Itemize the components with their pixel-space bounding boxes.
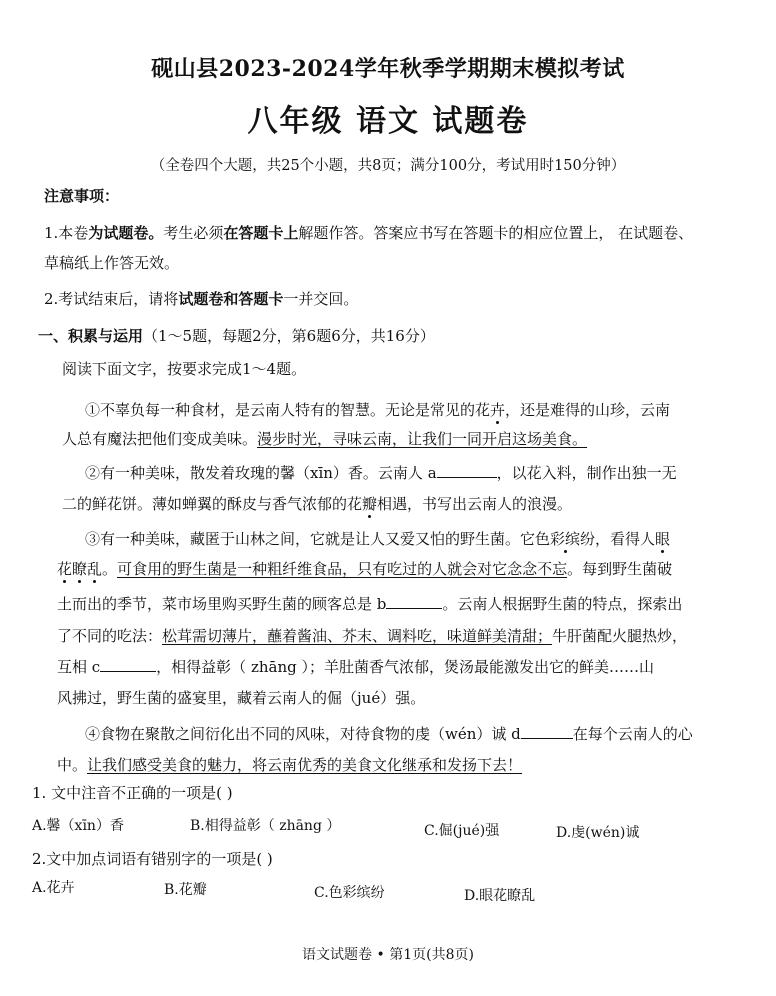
section-heading: 一、积累与运用（1～5题，每题2分，第6题6分，共16分）: [38, 327, 435, 345]
q1-option-c[interactable]: C.倔(jué)强: [424, 823, 500, 839]
notice-heading: 注意事项：: [44, 187, 120, 205]
passage-p3-line1: ③有一种美味，藏匿于山林之间，它就是让人又爱又怕的野生菌。它色彩缤纷，看得人眼: [85, 530, 671, 548]
blank-c: [100, 657, 156, 672]
passage-p3-line3: 土而出的季节，菜市场里购买野生菌的顾客总是 b 。云南人根据野生菌的特点，探索出: [57, 595, 683, 613]
passage-p4-line1: ④食物在聚散之间衍化出不同的风味，对待食物的虔（wén）诚 d 在每个云南人的心: [85, 725, 693, 743]
notice-item-1-line2: 草稿纸上作答无效。: [44, 254, 180, 272]
q1-option-d[interactable]: D.虔(wén)诚: [556, 825, 640, 841]
q2-option-a[interactable]: A.花卉: [32, 880, 75, 896]
blank-b: [386, 594, 442, 609]
passage-p2-line1: ②有一种美味，散发着玫瑰的馨（xīn）香。云南人 a ，以花入料，制作出独一无: [85, 464, 677, 482]
reading-intro: 阅读下面文字，按要求完成1～4题。: [62, 360, 307, 378]
exam-note: （全卷四个大题，共25个小题，共8页；满分100分，考试用时150分钟）: [150, 158, 626, 174]
question-1: 1. 文中注音不正确的一项是( ): [32, 784, 233, 802]
blank-a: [437, 463, 497, 478]
passage-p1-line2: 人总有魔法把他们变成美味。漫步时光，寻味云南，让我们一同开启这场美食。: [62, 430, 588, 448]
q1-option-a[interactable]: A.馨（xīn）香: [32, 818, 124, 834]
passage-p3-line6: 风拂过，野生菌的盛宴里，藏着云南人的倔（jué）强。: [57, 689, 426, 707]
exam-subtitle: 八年级 语文 试题卷: [247, 104, 529, 139]
q2-option-c[interactable]: C.色彩缤纷: [314, 885, 385, 901]
passage-p3-line5: 互相 c ，相得益彰（ zhāng ）；羊肚菌香气浓郁，煲汤最能激发出它的鲜美……山: [57, 658, 654, 676]
passage-p3-line2: 花瞭乱。可食用的野生菌是一种粗纤维食品，只有吃过的人就会对它念念不忘。每到野生菌破: [57, 560, 673, 578]
q2-option-d[interactable]: D.眼花瞭乱: [464, 888, 536, 904]
notice-item-2: 2.考试结束后，请将试题卷和答题卡一并交回。: [44, 290, 359, 308]
passage-p3-line4: 了不同的吃法：松茸需切薄片，蘸着酱油、芥末、调料吃，味道鲜美清甜；牛肝菌配火腿热炒，: [57, 627, 688, 645]
page-footer: 语文试题卷 • 第1页(共8页): [302, 947, 474, 963]
blank-d: [521, 724, 573, 739]
q2-option-b[interactable]: B.花瓣: [164, 882, 207, 898]
passage-p2-line2: 二的鲜花饼。薄如蝉翼的酥皮与香气浓郁的花瓣相遇，书写出云南人的浪漫。: [62, 495, 573, 513]
q1-option-b[interactable]: B.相得益彰（ zhāng ）: [190, 818, 341, 834]
notice-item-1: 1.本卷为试题卷。考生必须在答题卡上解题作答。答案应书写在答题卡的相应位置上， 在试题卷、: [44, 224, 694, 242]
question-2: 2.文中加点词语有错别字的一项是( ): [32, 850, 273, 868]
exam-title: 砚山县2023-2024学年秋季学期期末模拟考试: [151, 56, 625, 82]
passage-p4-line2: 中。让我们感受美食的魅力，将云南优秀的美食文化继承和发扬下去！: [57, 756, 523, 774]
passage-p1-line1: ①不辜负每一种食材，是云南人特有的智慧。无论是常见的花卉，还是难得的山珍，云南: [85, 401, 671, 419]
